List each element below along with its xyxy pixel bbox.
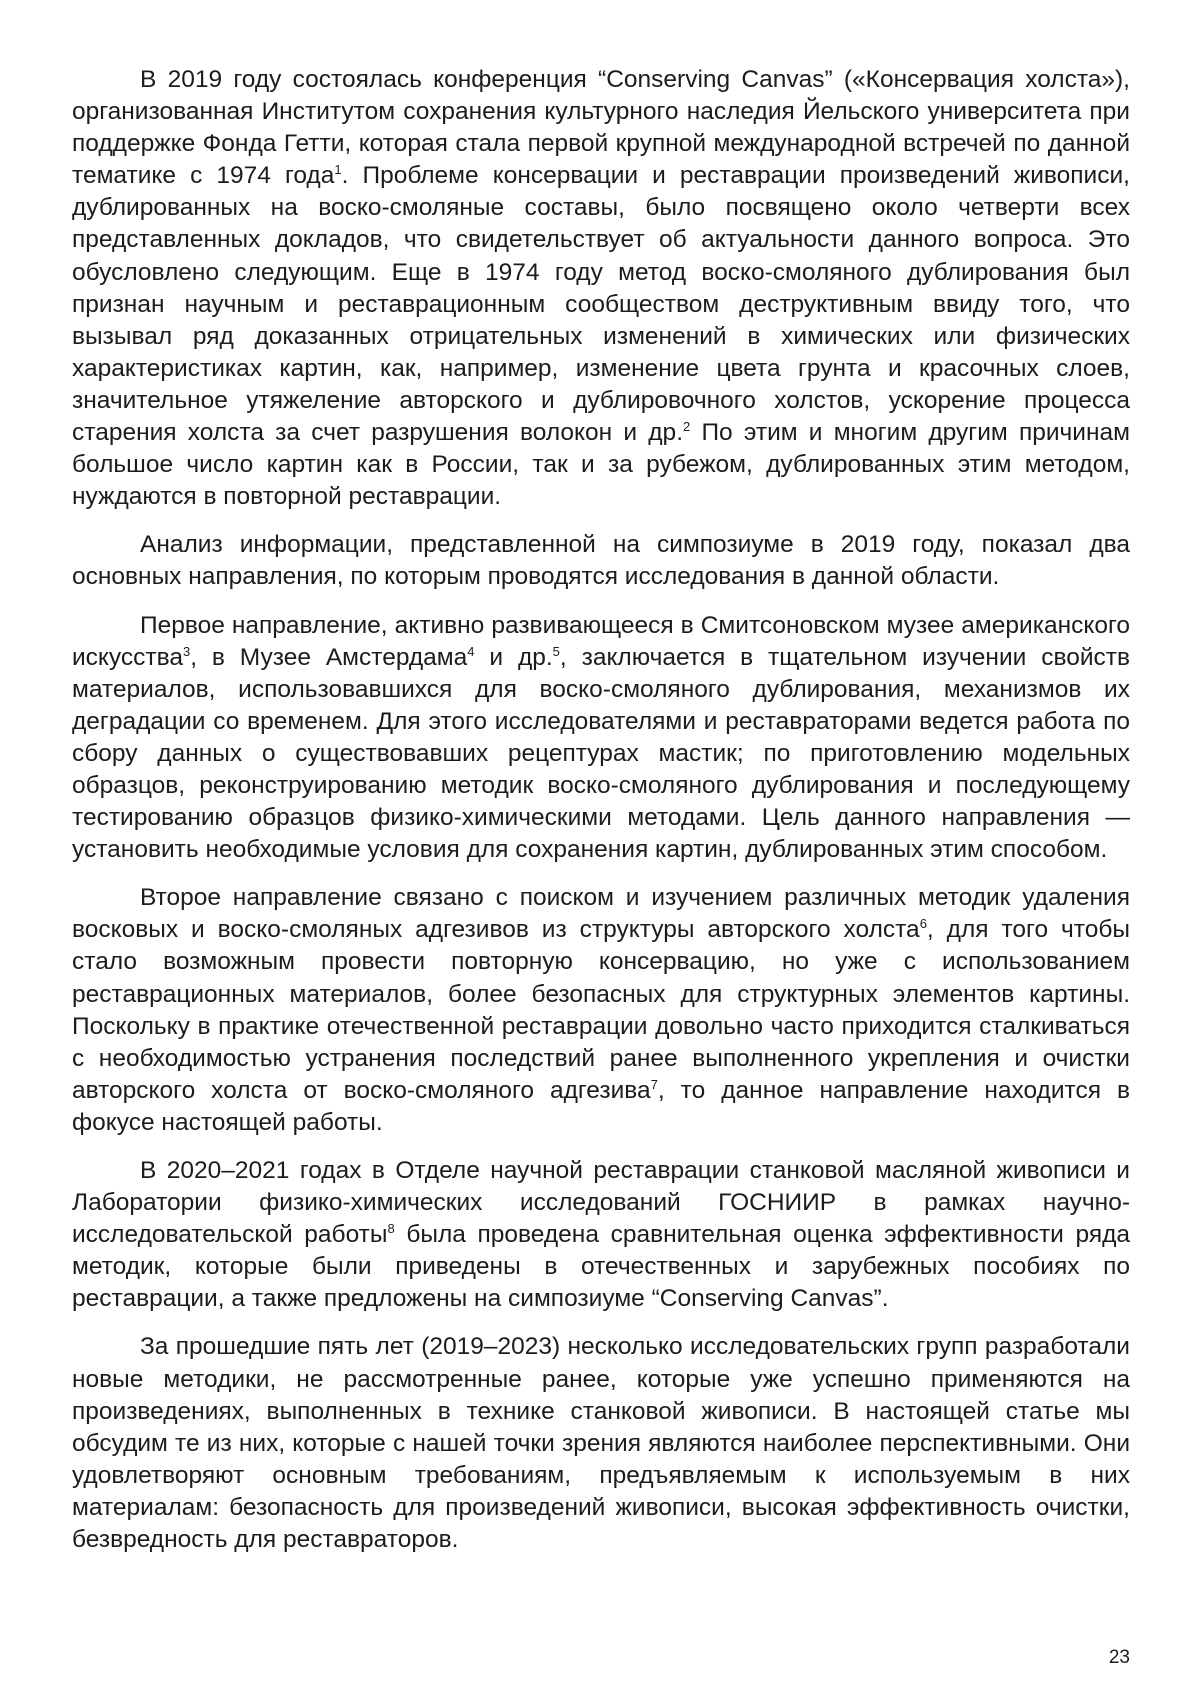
paragraph-4-text-b: , для того чтобы стало возможным провести повторную консервацию, но уже с использованием реставрационных материалов, более безопасных для структурных элементов картины. Поскольку в практике отечественной реставрации довольно часто приходится сталкиваться с необходимостью устранения последствий ранее выполненного укрепления и очистки авторского холста от воско-смоляного адгезива <box>72 916 1130 1104</box>
footnote-ref-3[interactable]: 3 <box>183 643 191 659</box>
paragraph-4 <box>72 882 1130 1139</box>
paragraph-1-text-c: По этим и многим другим причинам большое число картин как в России, так и за рубежом, дублированных этим методом, нуждаются в повторной реставрации. <box>72 419 1130 511</box>
paragraph-4-text-a: Второе направление связано с поиском и изучением различных методик удаления восковых и воско-смоляных адгезивов из структуры авторского холста <box>72 884 1130 944</box>
paragraph-5 <box>72 1155 1130 1315</box>
paragraph-3-text-a: Первое направление, активно развивающееся в Смитсоновском музее американского искусства <box>72 611 1130 671</box>
paragraph-3-text-d: , заключается в тщательном изучении свойств материалов, использовавшихся для воско-смоляного дублирования, механизмов их деградации со временем. Для этого исследователями и реставраторами ведется работа по сбору данных о существовавших рецептурах мастик; по приготовлению модельных образцов, реконструированию методик воско-смоляного дублирования и последующему тестированию образцов физико-химическими методами. Цель данного направления — установить необходимые условия для сохранения картин, дублированных этим способом. <box>72 643 1130 864</box>
page-number: 23 <box>1108 1647 1130 1668</box>
paragraph-2: Анализ информации, представленной на симпозиуме в 2019 году, показал два основных направления, по которым проводятся исследования в данной области. <box>72 531 1130 591</box>
paragraph-1-text-a: В 2019 году состоялась конференция “Conserving Canvas” («Консервация холста»), организованная Институтом сохранения культурного наследия Йельского университета при поддержке Фонда Гетти, которая стала первой крупной международной встречей по данной тематике с 1974 года <box>72 66 1130 190</box>
footnote-ref-7[interactable]: 7 <box>650 1076 658 1092</box>
article-body <box>72 64 1130 1572</box>
footnote-ref-2[interactable]: 2 <box>683 419 691 435</box>
footnote-ref-8[interactable]: 8 <box>387 1221 395 1237</box>
paragraph-5-text-a: В 2020–2021 годах в Отделе научной реставрации станковой масляной живописи и Лаборатории физико-химических исследований ГОСНИИР в рамках научно-исследовательской работы <box>72 1157 1130 1249</box>
paragraph-5-text-b: была проведена сравнительная оценка эффективности ряда методик, которые были приведены в отечественных и зарубежных пособиях по реставрации, а также предложены на симпозиуме “Conserving Canvas”. <box>72 1221 1131 1313</box>
footnote-ref-6[interactable]: 6 <box>919 916 927 932</box>
paragraph-1 <box>72 64 1130 513</box>
footnote-ref-5[interactable]: 5 <box>552 643 560 659</box>
paragraph-6: За прошедшие пять лет (2019–2023) несколько исследовательских групп разработали новые методики, не рассмотренные ранее, которые уже успешно применяются на произведениях, выполненных в технике станковой живописи. В настоящей статье мы обсудим те из них, которые с нашей точки зрения являются наиболее перспективными. Они удовлетворяют основным требованиям, предъявляемым к используемым в них материалам: безопасность для произведений живописи, высокая эффективность очистки, безвредность для реставраторов. <box>72 1333 1130 1554</box>
paragraph-3-text-b: , в Музее Амстердама <box>190 643 468 671</box>
footnote-ref-1[interactable]: 1 <box>334 162 342 178</box>
paragraph-3-text-c: и др. <box>474 643 553 671</box>
paragraph-3 <box>72 610 1130 867</box>
footnote-ref-4[interactable]: 4 <box>467 643 475 659</box>
paragraph-1-text-b: . Проблеме консервации и реставрации произведений живописи, дублированных на воско-смоляные составы, было посвящено около четверти всех представленных докладов, что свидетельствует об актуальности данного вопроса. Это обусловлено следующим. Еще в 1974 году метод воско-смоляного дублирования был признан научным и реставрационным сообществом деструктивным ввиду того, что вызывал ряд доказанных отрицательных изменений в химических или физических характеристиках картин, как, например, изменение цвета грунта и красочных слоев, значительное утяжеление авторского и дублировочного холстов, ускорение процесса старения холста за счет разрушения волокон и др. <box>72 162 1130 447</box>
paragraph-4-text-c: , то данное направление находится в фокусе настоящей работы. <box>72 1076 1131 1136</box>
